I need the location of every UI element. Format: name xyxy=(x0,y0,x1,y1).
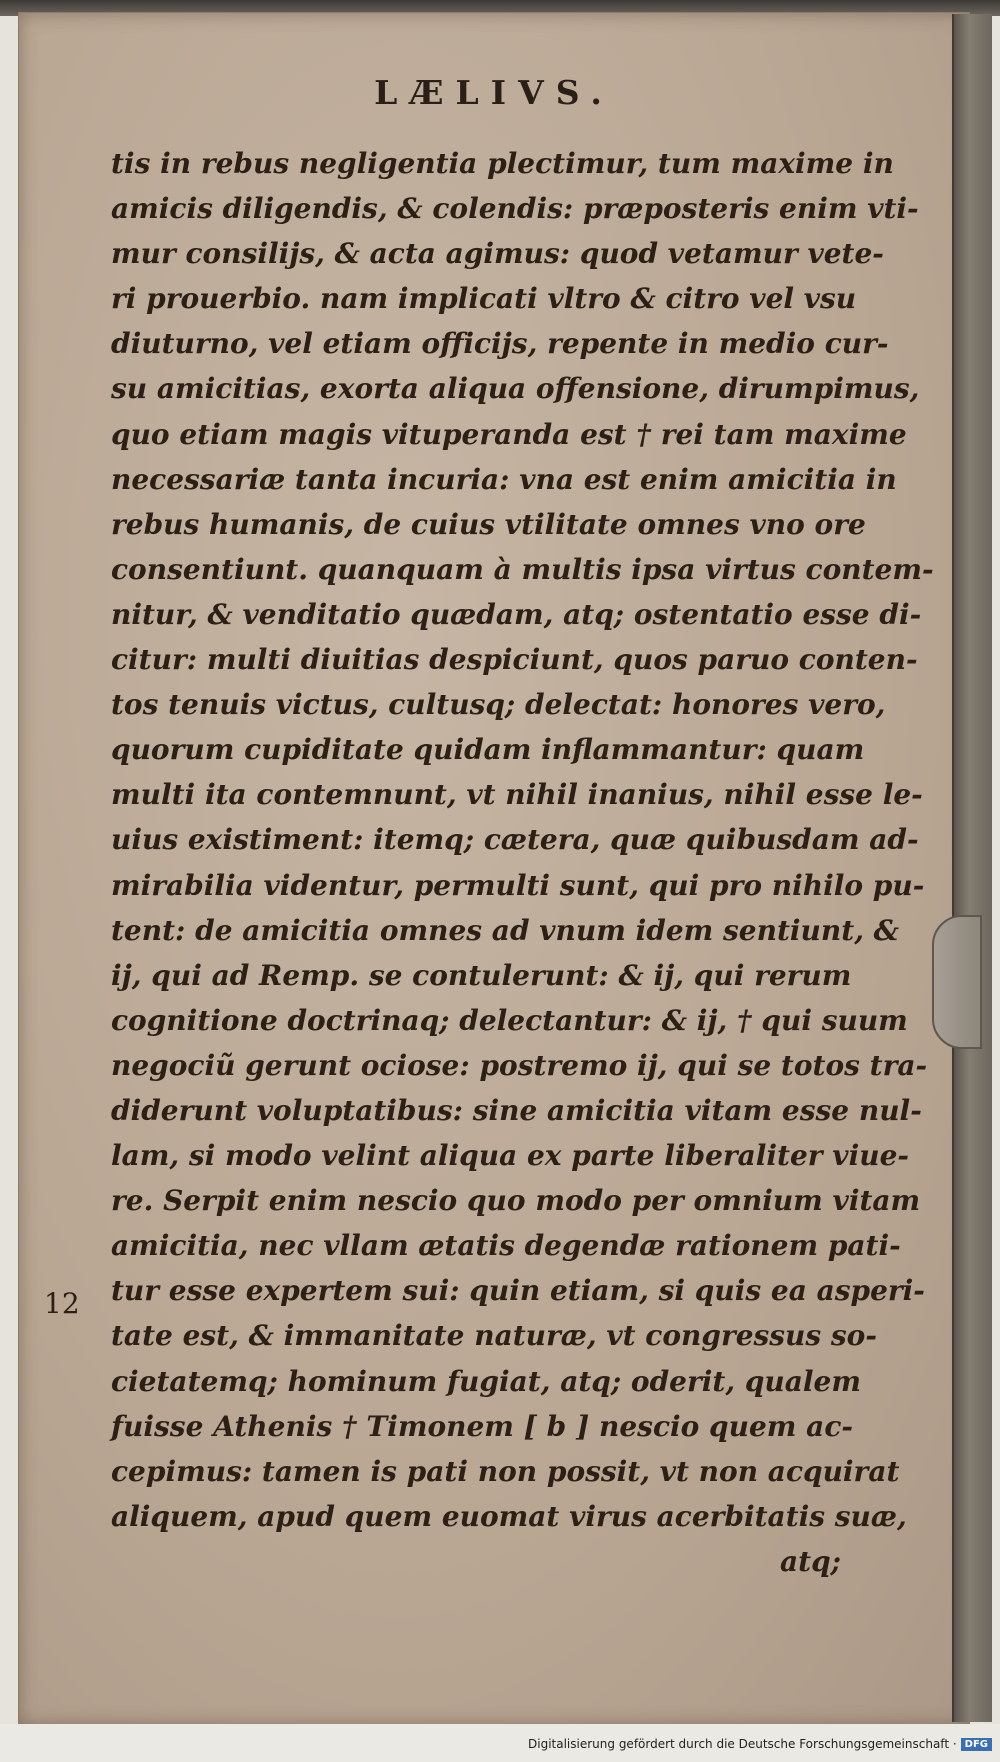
book-spine xyxy=(952,14,992,1722)
text-line: uius existiment: itemq; cætera, quæ quibusdam ad- xyxy=(111,823,919,857)
text-line: mur consilijs, & acta agimus: quod vetamur vete- xyxy=(111,237,884,271)
text-line: quorum cupiditate quidam inflammantur: quam xyxy=(111,733,865,767)
text-line: tate est, & immanitate naturæ, vt congressus so- xyxy=(111,1319,877,1353)
text-line: diderunt voluptatibus: sine amicitia vitam esse nul- xyxy=(111,1093,922,1127)
text-line: consentiunt. quanquam à multis ipsa virtus contem- xyxy=(111,552,934,586)
text-line: quo etiam magis vituperanda est † rei tam maxime xyxy=(111,417,907,451)
text-line: cognitione doctrinaq; delectantur: & ij, † qui suum xyxy=(111,1003,908,1037)
text-line: tur esse expertem sui: quin etiam, si quis ea asperi- xyxy=(111,1274,925,1308)
text-line: amicis diligendis, & colendis: præposteris enim vti- xyxy=(111,192,919,226)
digitization-credit xyxy=(528,1737,992,1751)
page-clip xyxy=(932,915,982,1049)
text-line: aliquem, apud quem euomat virus acerbitatis suæ, xyxy=(111,1499,907,1533)
text-line: multi ita contemnunt, vt nihil inanius, nihil esse le- xyxy=(111,778,923,812)
text-line: lam, si modo velint aliqua ex parte liberaliter viue- xyxy=(111,1139,909,1173)
text-line: tis in rebus negligentia plectimur, tum maxime in xyxy=(111,147,894,180)
text-line: citur: multi diuitias despiciunt, quos paruo conten- xyxy=(111,643,918,677)
margin-line-number: 12 xyxy=(44,1287,80,1320)
running-title: LÆLIVS. xyxy=(374,73,614,112)
text-line: ri prouerbio. nam implicati vltro & citro vel vsu xyxy=(111,282,857,316)
body-text xyxy=(111,141,934,1584)
catchword: atq; xyxy=(780,1544,841,1578)
text-line: su amicitias, exorta aliqua offensione, dirumpimus, xyxy=(111,372,920,406)
text-line: re. Serpit enim nescio quo modo per omnium vitam xyxy=(111,1184,921,1218)
text-line: amicitia, nec vllam ætatis degendæ rationem pati- xyxy=(111,1229,901,1263)
credit-text: Digitalisierung gefördert durch die Deutsche Forschungsgemeinschaft · xyxy=(528,1737,957,1751)
text-line: negociũ gerunt ociose: postremo ij, qui se totos tra- xyxy=(111,1048,928,1082)
text-line: diuturno, vel etiam officijs, repente in medio cur- xyxy=(111,327,889,361)
text-line: mirabilia videntur, permulti sunt, qui pro nihilo pu- xyxy=(111,868,925,902)
text-line: tos tenuis victus, cultusq; delectat: honores vero, xyxy=(111,688,886,722)
text-line: nitur, & venditatio quædam, atq; ostentatio esse di- xyxy=(111,597,922,631)
text-line: fuisse Athenis † Timonem [ b ] nescio quem ac- xyxy=(111,1409,853,1443)
book-page xyxy=(18,12,970,1726)
text-line: rebus humanis, de cuius vtilitate omnes vno ore xyxy=(111,507,866,541)
text-line: ij, qui ad Remp. se contulerunt: & ij, qui rerum xyxy=(111,958,852,992)
text-line: tent: de amicitia omnes ad vnum idem sentiunt, & xyxy=(111,913,899,947)
text-line: necessariæ tanta incuria: vna est enim amicitia in xyxy=(111,462,897,496)
text-line: cepimus: tamen is pati non possit, vt non acquirat xyxy=(111,1454,900,1488)
text-line: cietatemq; hominum fugiat, atq; oderit, qualem xyxy=(111,1364,861,1398)
dfg-logo: DFG xyxy=(961,1738,992,1751)
